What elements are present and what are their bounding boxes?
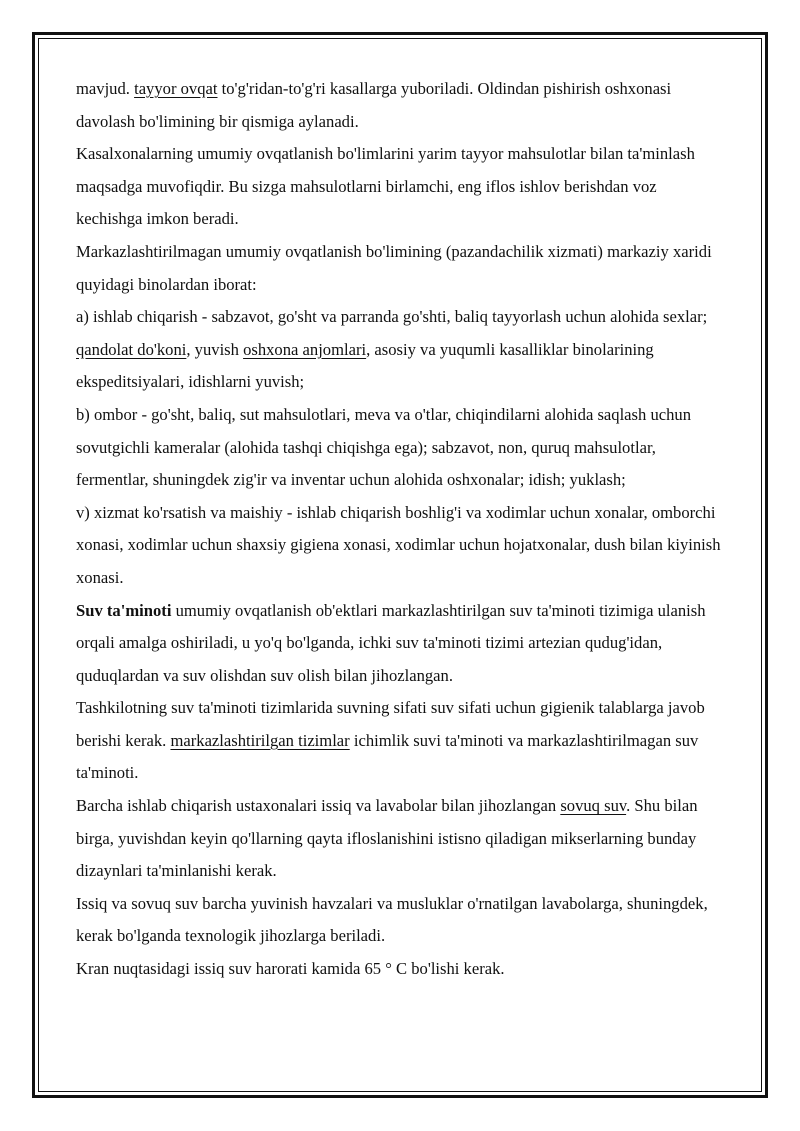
text-run: Barcha ishlab chiqarish ustaxonalari issiq va lavabolar bilan jihozlangan <box>76 796 561 816</box>
underlined-link[interactable]: markazlashtirilgan tizimlar <box>170 730 350 750</box>
text-run: Markazlashtirilmagan umumiy ovqatlanish bo'limining (pazandachilik xizmati) markaziy xaridi quyidagi binolardan iborat: <box>76 241 712 294</box>
paragraph <box>76 236 726 301</box>
text-run: , asosiy va yuqumli kasalliklar binolarining ekspeditsiyalari, idishlarni yuvish; <box>76 339 654 392</box>
paragraph <box>76 301 726 399</box>
document-body <box>76 73 726 986</box>
paragraph <box>76 399 726 497</box>
text-run: a) ishlab chiqarish - sabzavot, go'sht va parranda go'shti, baliq tayyorlash uchun alohida sexlar; <box>76 307 708 327</box>
text-run: b) ombor - go'sht, baliq, sut mahsulotlari, meva va o'tlar, chiqindilarni alohida saqlash uchun sovutgichli kameralar (alohida tashqi chiqishga ega); sabzavot, non, quruq mahsulotlar, fermentlar, shuningdek zig'ir va inventar uchun alohida oshxonalar; idish; yuklash; <box>76 404 692 490</box>
bold-heading: Suv ta'minoti <box>76 600 172 620</box>
text-run: Tashkilotning suv ta'minoti tizimlarida suvning sifati suv sifati uchun gigienik talablarga javob berishi kerak. <box>76 698 705 750</box>
paragraph <box>76 692 726 790</box>
paragraph <box>76 953 726 986</box>
text-run: v) xizmat ko'rsatish va maishiy - ishlab chiqarish boshlig'i va xodimlar uchun xonalar, omborchi xonasi, xodimlar uchun shaxsiy gigiena xonasi, xodimlar uchun hojatxonalar, dush bilan kiyinish xonasi. <box>76 502 721 587</box>
text-run: Issiq va sovuq suv barcha yuvinish havzalari va musluklar o'rnatilgan lavabolarga, shuningdek, kerak bo'lganda texnologik jihozlarga beriladi. <box>76 893 708 946</box>
text-run: ichimlik suvi ta'minoti va markazlashtirilmagan suv ta'minoti. <box>76 730 699 783</box>
underlined-link[interactable]: oshxona anjomlari <box>243 339 367 359</box>
underlined-link[interactable]: tayyor ovqat <box>134 79 218 98</box>
text-run: . Shu bilan birga, yuvishdan keyin qo'llarning qayta ifloslanishini istisno qiladigan mikserlarning bunday dizaynlari ta'minlanishi kerak. <box>76 796 698 881</box>
text-run: to'g'ridan-to'g'ri kasallarga yuboriladi. Oldindan pishirish oshxonasi davolash bo'limining bir qismiga aylanadi. <box>76 79 672 131</box>
text-run: Kran nuqtasidagi issiq suv harorati kamida 65 ° C bo'lishi kerak. <box>76 959 505 979</box>
paragraph <box>76 138 726 236</box>
text-run: Kasalxonalarning umumiy ovqatlanish bo'limlarini yarim tayyor mahsulotlar bilan ta'minlash maqsadga muvofiqdir. Bu sizga mahsulotlarni birlamchi, eng iflos ishlov berishdan voz kechishga imkon beradi. <box>76 144 695 229</box>
underlined-link[interactable]: sovuq suv <box>560 796 627 816</box>
underlined-link[interactable]: qandolat do'koni <box>76 339 187 359</box>
text-run: , yuvish <box>186 339 244 359</box>
paragraph <box>76 595 726 693</box>
text-run: mavjud. <box>76 79 135 98</box>
text-run: umumiy ovqatlanish ob'ektlari markazlashtirilgan suv ta'minoti tizimiga ulanish orqali amalga oshiriladi, u yo'q bo'lganda, ichki suv ta'minoti tizimi artezian qudug'idan, quduqlardan va suv olishdan suv olish bilan jihozlangan. <box>76 600 706 685</box>
paragraph <box>76 888 726 953</box>
paragraph <box>76 790 726 888</box>
paragraph <box>76 73 726 138</box>
paragraph <box>76 497 726 595</box>
